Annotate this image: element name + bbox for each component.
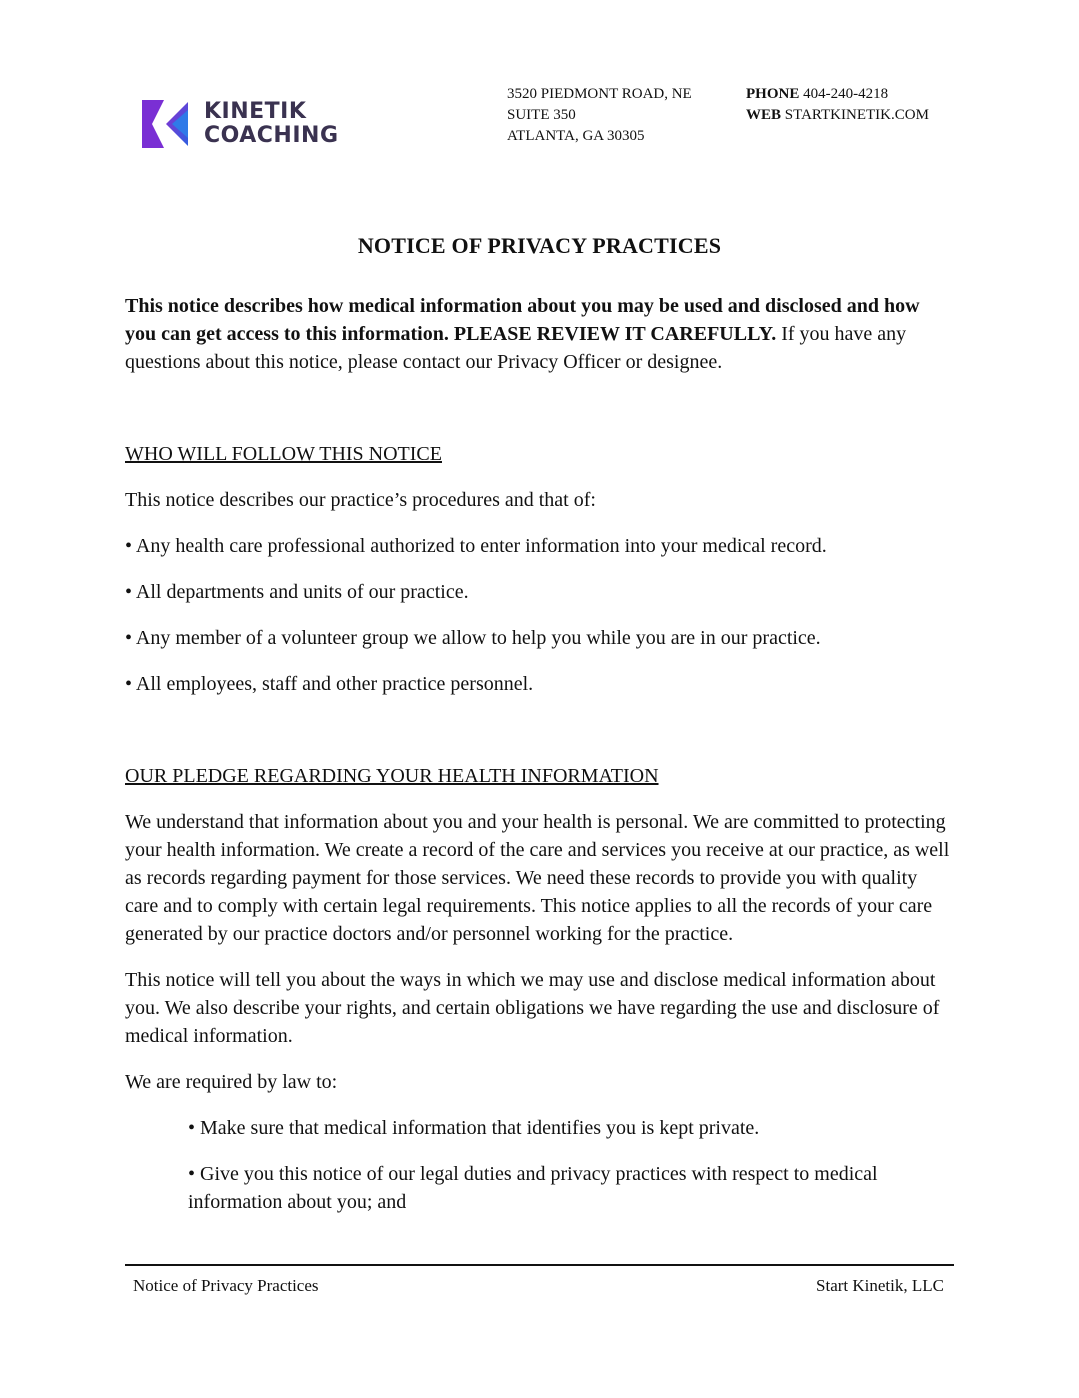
section-heading-pledge: OUR PLEDGE REGARDING YOUR HEALTH INFORMATION	[125, 765, 659, 787]
address-line-3: ATLANTA, GA 30305	[507, 128, 645, 144]
address-block	[507, 84, 692, 147]
web-label: WEB	[746, 107, 782, 123]
document-body	[125, 292, 955, 1216]
section1-item: • All departments and units of our practice.	[125, 581, 469, 603]
intro-bold-2: PLEASE REVIEW IT CAREFULLY.	[453, 323, 777, 345]
address-line-2: SUITE 350	[507, 107, 576, 123]
section1-item: • Any member of a volunteer group we allow to help you while you are in our practice.	[125, 627, 821, 649]
section2-paragraph-1: We understand that information about you and your health is personal. We are committed to protecting your health information. We create a record of the care and services you receive at our practice, as well as records regarding payment for those services. We need these records to provide you with quality care and to comply with certain legal requirements. This notice applies to all the records of your care generated by our practice doctors and/or personnel working for the practice.	[125, 811, 950, 945]
phone-label: PHONE	[746, 86, 800, 102]
address-line-1: 3520 PIEDMONT ROAD, NE	[507, 86, 692, 102]
intro-bold-1: This notice describes how medical information about you may be used and disclosed and how you can get access to this information.	[125, 295, 920, 345]
section1-item: • Any health care professional authorized to enter information into your medical record.	[125, 535, 827, 557]
phone-line	[746, 84, 929, 105]
logo-line1: KINETIK	[204, 99, 307, 124]
kinetik-logo-icon	[142, 100, 190, 148]
intro-rest: If you have any questions about this notice, please contact our Privacy Officer or designee.	[125, 323, 907, 373]
section1-item: • All employees, staff and other practice personnel.	[125, 673, 534, 695]
contact-block	[746, 84, 929, 126]
web-line	[746, 105, 929, 126]
section2-paragraph-3: We are required by law to:	[125, 1071, 338, 1093]
footer-company-name: Start Kinetik, LLC	[816, 1276, 944, 1295]
section2-item: • Give you this notice of our legal duties and privacy practices with respect to medical information about you; and	[188, 1163, 878, 1213]
footer-document-title: Notice of Privacy Practices	[133, 1276, 319, 1295]
web-address: STARTKINETIK.COM	[784, 107, 929, 123]
page-title: NOTICE OF PRIVACY PRACTICES	[357, 233, 722, 258]
section2-paragraph-2: This notice will tell you about the ways in which we may use and disclose medical information about you. We also describe your rights, and certain obligations we have regarding the use and disclosure of medical information.	[125, 969, 940, 1047]
section2-item: • Make sure that medical information that identifies you is kept private.	[188, 1117, 760, 1139]
section1-lead: This notice describes our practice’s procedures and that of:	[125, 489, 596, 511]
intro-paragraph	[125, 292, 955, 376]
logo-wordmark	[204, 100, 339, 148]
phone-number: 404-240-4218	[803, 86, 889, 102]
logo-line2: COACHING	[204, 123, 339, 148]
footer-divider	[125, 1264, 954, 1266]
section-heading-who: WHO WILL FOLLOW THIS NOTICE	[125, 443, 442, 465]
company-logo	[142, 100, 339, 148]
